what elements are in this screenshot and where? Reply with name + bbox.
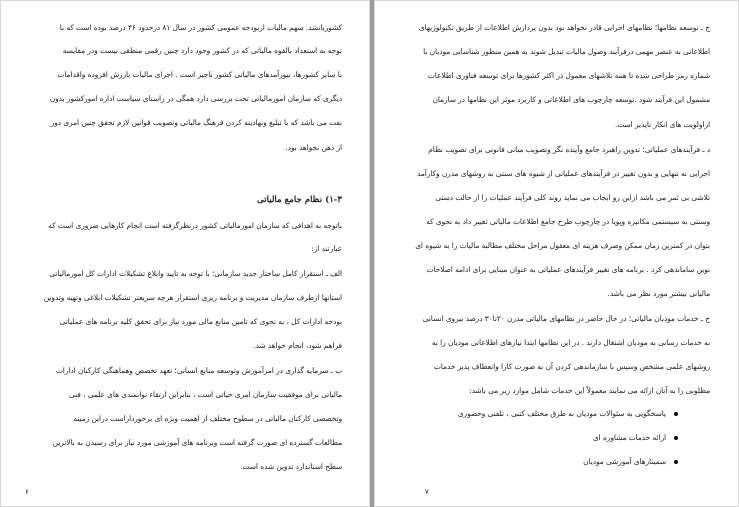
bullet-item: ارائه خدمات مشاوره ای [592, 433, 666, 442]
text-line: نوین ساماندهی کرد . برنامه های تغییر فرآیندهای عملیاتی به عنوان مبنایی برای ادامه اصلاحات [426, 265, 710, 274]
text-line: از ذهن نخواهد بود. [285, 143, 342, 152]
text-line: دیگری که سازمان امورمالیاتی تحت بررسی دارد همگی در راستای سیاست اداره امورکشور بدون [49, 94, 342, 103]
text-line: الف ـ استقرار کامل ساختار جدید سازمانی؛ با توجه به تایید وابلاغ تشکیلات ادارات کل امورمالیاتی [49, 269, 342, 278]
text-line: وتخصصی کارکنان مالیاتی در سطوح مختلف از اهمیت ویژه ای برخورداراست دراین زمینه [73, 414, 342, 423]
page-number: ۶ [25, 488, 29, 496]
text-line: ج ـ توسعه نظامها؛ نظامهای اجرایی قادر نخواهد بود بدون پردازش اطلاعات از طریق تکنولوژیهای [418, 23, 710, 32]
bullet-item: سمینارهای آموزشی مودیان [583, 457, 666, 466]
text-line: شماره رمز طراحی شده تا همه تلاشهای معمول در اکثر کشورها برای توسعه فناوری اطلاعات [427, 71, 710, 80]
text-line: ب ـ سرمایه گذاری در امرآموزش وتوسعه منابع انسانی؛ تعهد تخصص وهماهنگی کارکنان ادارات [55, 366, 342, 375]
text-line: باتوجه به اهدافی که سازمان امورمالیاتی کشور درنظرگرفته است انجام کارهایی ضروری است که [48, 221, 342, 230]
text-line: اطلاعاتی به عنصر مهمی درفرآیند وصول مالیات تبدیل شوند به همین منظور شناسایی مودیان با [423, 47, 710, 56]
text-line: سطح استاندارد تدوین شده است. [240, 462, 342, 471]
right-page [374, 0, 739, 507]
text-line: روشهای علمی مشخص وسپس با سازماندهی کردن آن به صورت کارا وانعطاف پذیر خدمات [433, 362, 710, 371]
text-line: بودجه ادارات کل ، به نحوی که تامین منابع مالی مورد نیاز برای تحقق کلیه برنامه های عملیاتی [59, 317, 342, 326]
text-line: مطالعات گسترده ای صورت گرفته است وبرنامه های آموزشی مورد نیاز برای رسیدن به بالاترین [52, 438, 342, 447]
bullet-icon [674, 436, 678, 440]
bullet-icon [674, 412, 678, 416]
text-line: د ـ فرآیندهای عملیاتی؛ تدوین راهبرد جامع وآینده نگر وتصویب مبانی قانونی برای تصویب نظام [428, 145, 710, 154]
text-line: بتوان در کمترین زمان ممکن وصرف هزینه ای معقول مراحل مختلف مطالبه مالیات را به شیوه ای [415, 241, 710, 250]
text-line: توجه به استعداد بالقوه مالیاتی که در کشور وجود دارد چنین رقمی منطقی نیست ودر مقایسه [62, 46, 342, 55]
text-line: اجرایی نه تنهایی و بدون تغییر در فرآیندهای عملیاتی از شیوه های سنتی به روشهای مدرن وکارآمد [416, 169, 710, 178]
text-line: مالیاتی بیشتر مورد نظر می باشد. [607, 289, 710, 298]
text-line: ح ـ خدمات مودیان مالیاتی؛ در حال حاضر در نظامهای مالیاتی مدرن ۲۰تا۳۰ درصد نیروی انسانی [422, 314, 710, 323]
text-line: وسنتی به سیستمی مکانیزه وپویا در چارچوب طرح جامع اطلاعات مالیاتی تغییر داد به نحوی که [426, 217, 710, 226]
bullet-icon [674, 460, 678, 464]
text-line: مالیاتی برای موفقیت سازمان امری حیاتی است ، بنابراین ارتقاء توانمندی های علمی ، فنی [69, 390, 342, 399]
text-line: استانها ازطرف سازمان مدیریت و برنامه ریزی استقرار هرچه سریعتر تشکیلات ابلاغی وتهیه وتدوین [43, 293, 342, 302]
text-line: مشمول این فرآیند شود .توسعه چارچوب های اطلاعاتی و کاربرد موثر این نظامها در سازمان [432, 95, 710, 104]
text-line: نفت می باشد که با تبلیغ ونهادینه کردن فرهنگ مالیاتی وتصویب قوانین لازم تحقق چنین امری دور [50, 118, 342, 127]
page-number: ۷ [425, 488, 429, 496]
bullet-item: پاسخگویی به سئوالات مودیان به طرق مختلف کتبی ، تلفنی وحضوری [457, 409, 666, 418]
text-line: با سایر کشورها، نیوزآمدهای مالیاتی کشور ناچیز است . اجرای مالیات بارزش افزوده واقدامات [57, 70, 342, 79]
section-heading: ۱-۳) نظام جامع مالیاتی [257, 195, 342, 205]
text-line: کشوربانشد. سهم مالیات ازبودجه عمومی کشور در سال ۸۱ درحدود ۴۶ درصد بوده است که با [59, 23, 342, 32]
text-line: فراهم شود، انجام خواهد شد. [253, 341, 342, 350]
text-line: ازاولویت های انکار ناپذیر است. [615, 120, 710, 129]
text-line: عبارتند از: [311, 244, 342, 253]
text-line: مطلوبی را به آنان ارائه می نمایند معمولاً این خدمات شامل موارد زیر می باشد: [469, 386, 710, 395]
text-line: تلاشی بی ثمر می باشد ازاین رو ایجاب می نماید روند کلی فرآیند عملیات را از حالت دستی [435, 193, 710, 202]
text-line: به خدمات رسانی به مودیان اشتغال دارند . در این نظامها ابتدا نیازهای اطلاعاتی مودیان را به [431, 338, 710, 347]
